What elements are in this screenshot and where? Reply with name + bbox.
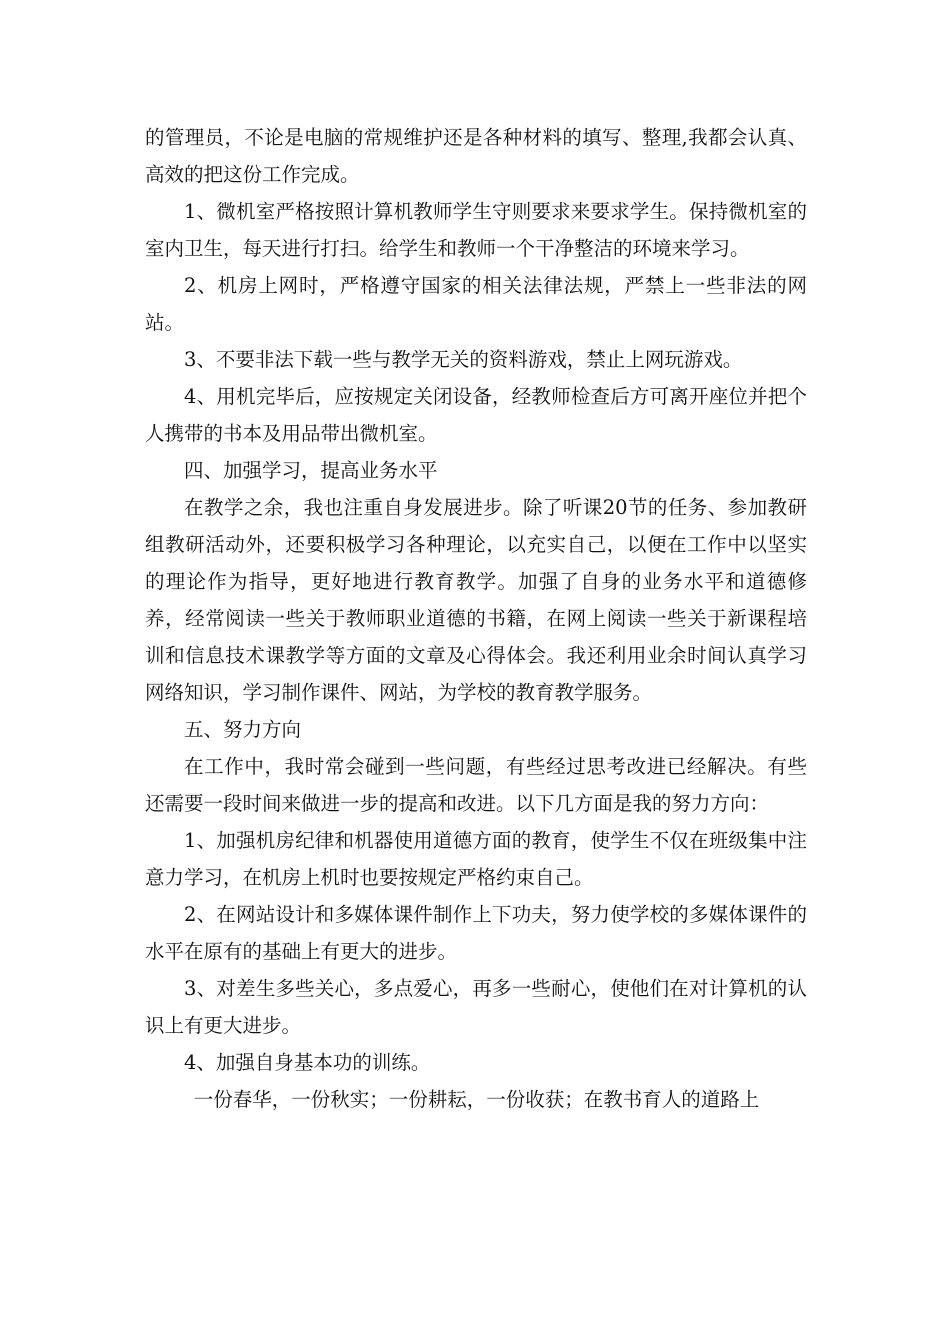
paragraph-rule-2: 2、机房上网时，严格遵守国家的相关法律法规，严禁上一些非法的网站。 xyxy=(145,274,807,334)
paragraph-rule-1: 1、微机室严格按照计算机教师学生守则要求来要求学生。保持微机室的室内卫生，每天进行打扫。给学生和教师一个干净整洁的环境来学习。 xyxy=(145,200,807,260)
paragraph-closing: 一份春华，一份秋实；一份耕耘，一份收获；在教书育人的道路上 xyxy=(193,1088,760,1111)
paragraph-direction-1: 1、加强机房纪律和机器使用道德方面的教育，使学生不仅在班级集中注意力学习，在机房上机时也要按规定严格约束自己。 xyxy=(145,829,807,889)
paragraph-study: 在教学之余，我也注重自身发展进步。除了听课20节的任务、参加教研组教研活动外，还要积极学习各种理论，以充实自己，以便在工作中以坚实的理论作为指导，更好地进行教育教学。加强了自身的业务水平和道德修养，经常阅读一些关于教师职业道德的书籍，在网上阅读一些关于新课程培训和信息技术课教学等方面的文章及心得体会。我还利用业余时间认真学习网络知识，学习制作课件、网站，为学校的教育教学服务。 xyxy=(145,496,807,704)
paragraph-direction-3: 3、对差生多些关心，多点爱心，再多一些耐心，使他们在对计算机的认识上有更大进步。 xyxy=(145,977,807,1037)
paragraph-direction-2: 2、在网站设计和多媒体课件制作上下功夫，努力使学校的多媒体课件的水平在原有的基础上有更大的进步。 xyxy=(145,903,807,963)
document-body xyxy=(145,119,807,1118)
paragraph-direction-intro: 在工作中，我时常会碰到一些问题，有些经过思考改进已经解决。有些还需要一段时间来做进一步的提高和改进。以下几方面是我的努力方向： xyxy=(145,755,807,815)
paragraph-direction-4: 4、加强自身基本功的训练。 xyxy=(184,1051,431,1074)
section-heading-5: 五、努力方向 xyxy=(184,718,302,741)
paragraph-rule-3: 3、不要非法下载一些与教学无关的资料游戏，禁止上网玩游戏。 xyxy=(184,348,743,371)
paragraph-continuation: 的管理员，不论是电脑的常规维护还是各种材料的填写、整理,我都会认真、高效的把这份工作完成。 xyxy=(145,126,807,186)
section-heading-4: 四、加强学习，提高业务水平 xyxy=(184,459,438,482)
paragraph-rule-4: 4、用机完毕后，应按规定关闭设备，经教师检查后方可离开座位并把个人携带的书本及用品带出微机室。 xyxy=(145,385,807,445)
